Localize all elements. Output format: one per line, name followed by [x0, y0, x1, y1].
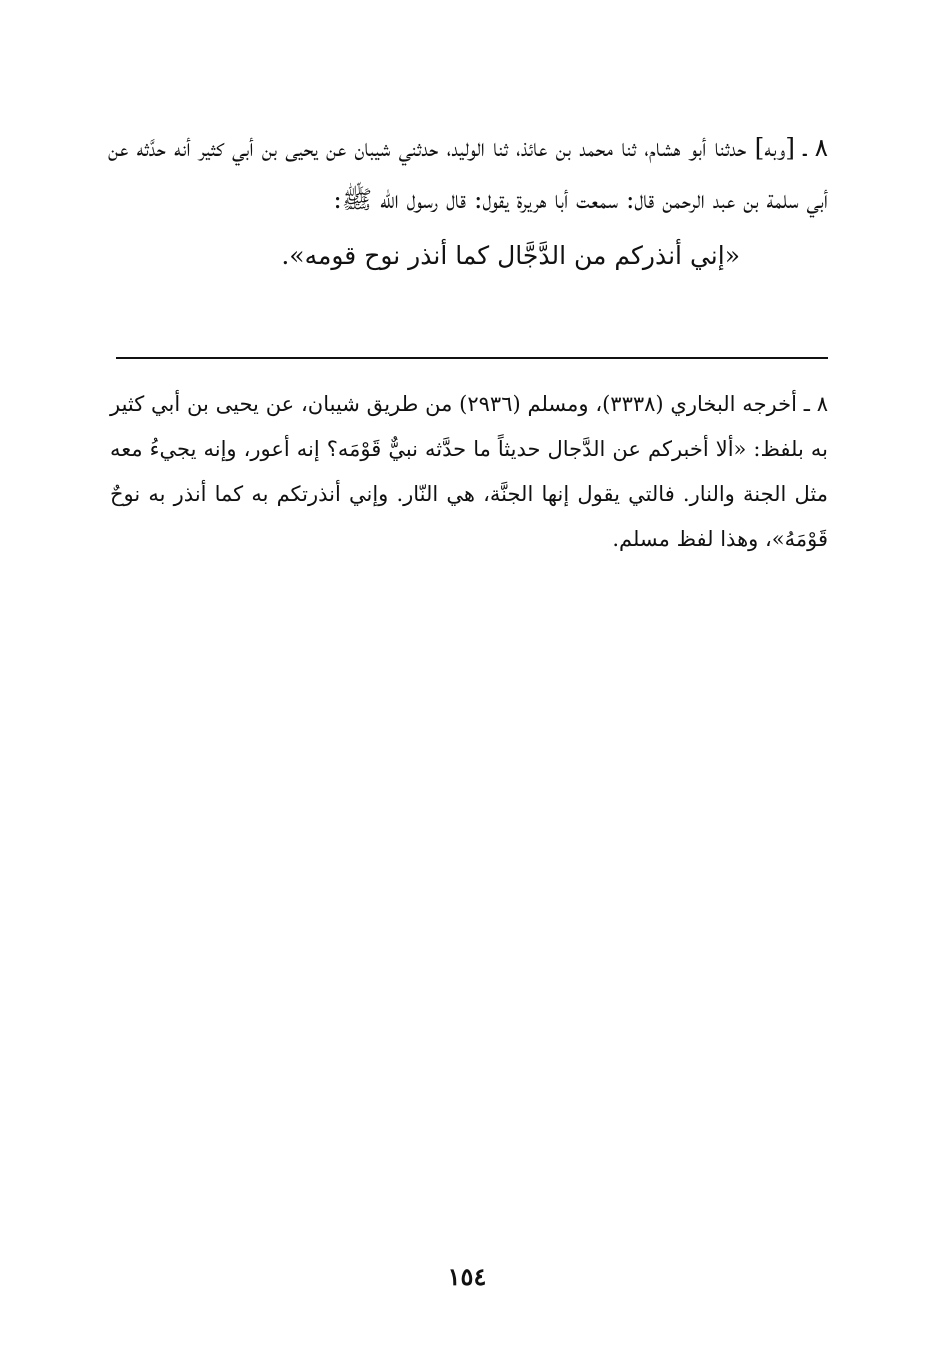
hadith-text [108, 122, 828, 282]
hadith-body: ٨ ـ [وبه] حدثنا أبو هشام، ثنا محمد بن عائذ، ثنا الوليد، حدثني شيبان عن يحيى بن أبي كثير أنه حدَّثه عن أبي سلمة بن عبد الرحمن قال: سمعت أبا هريرة يقول: قال رسول الله ﷺ: [108, 133, 828, 214]
footnote: ٨ ـ أخرجه البخاري (٣٣٣٨)، ومسلم (٢٩٣٦) من طريق شيبان، عن يحيى بن أبي كثير به بلفظ: «ألا أخبركم عن الدَّجال حديثاً ما حدَّثه نبيٌّ قَوْمَه؟ إنه أعور، وإنه يجيءُ معه مثل الجنة والنار. فالتي يقول إنها الجنَّة، هي النّار. وإني أنذرتكم به كما أنذر به نوحٌ قَوْمَهُ»، وهذا لفظ مسلم. [110, 392, 828, 551]
hadith-quote: «إني أنذركم من الدَّجَّال كما أنذر نوح قومه». [281, 241, 740, 270]
page-number: ١٥٤ [447, 1262, 487, 1291]
footnote-separator [116, 357, 828, 359]
